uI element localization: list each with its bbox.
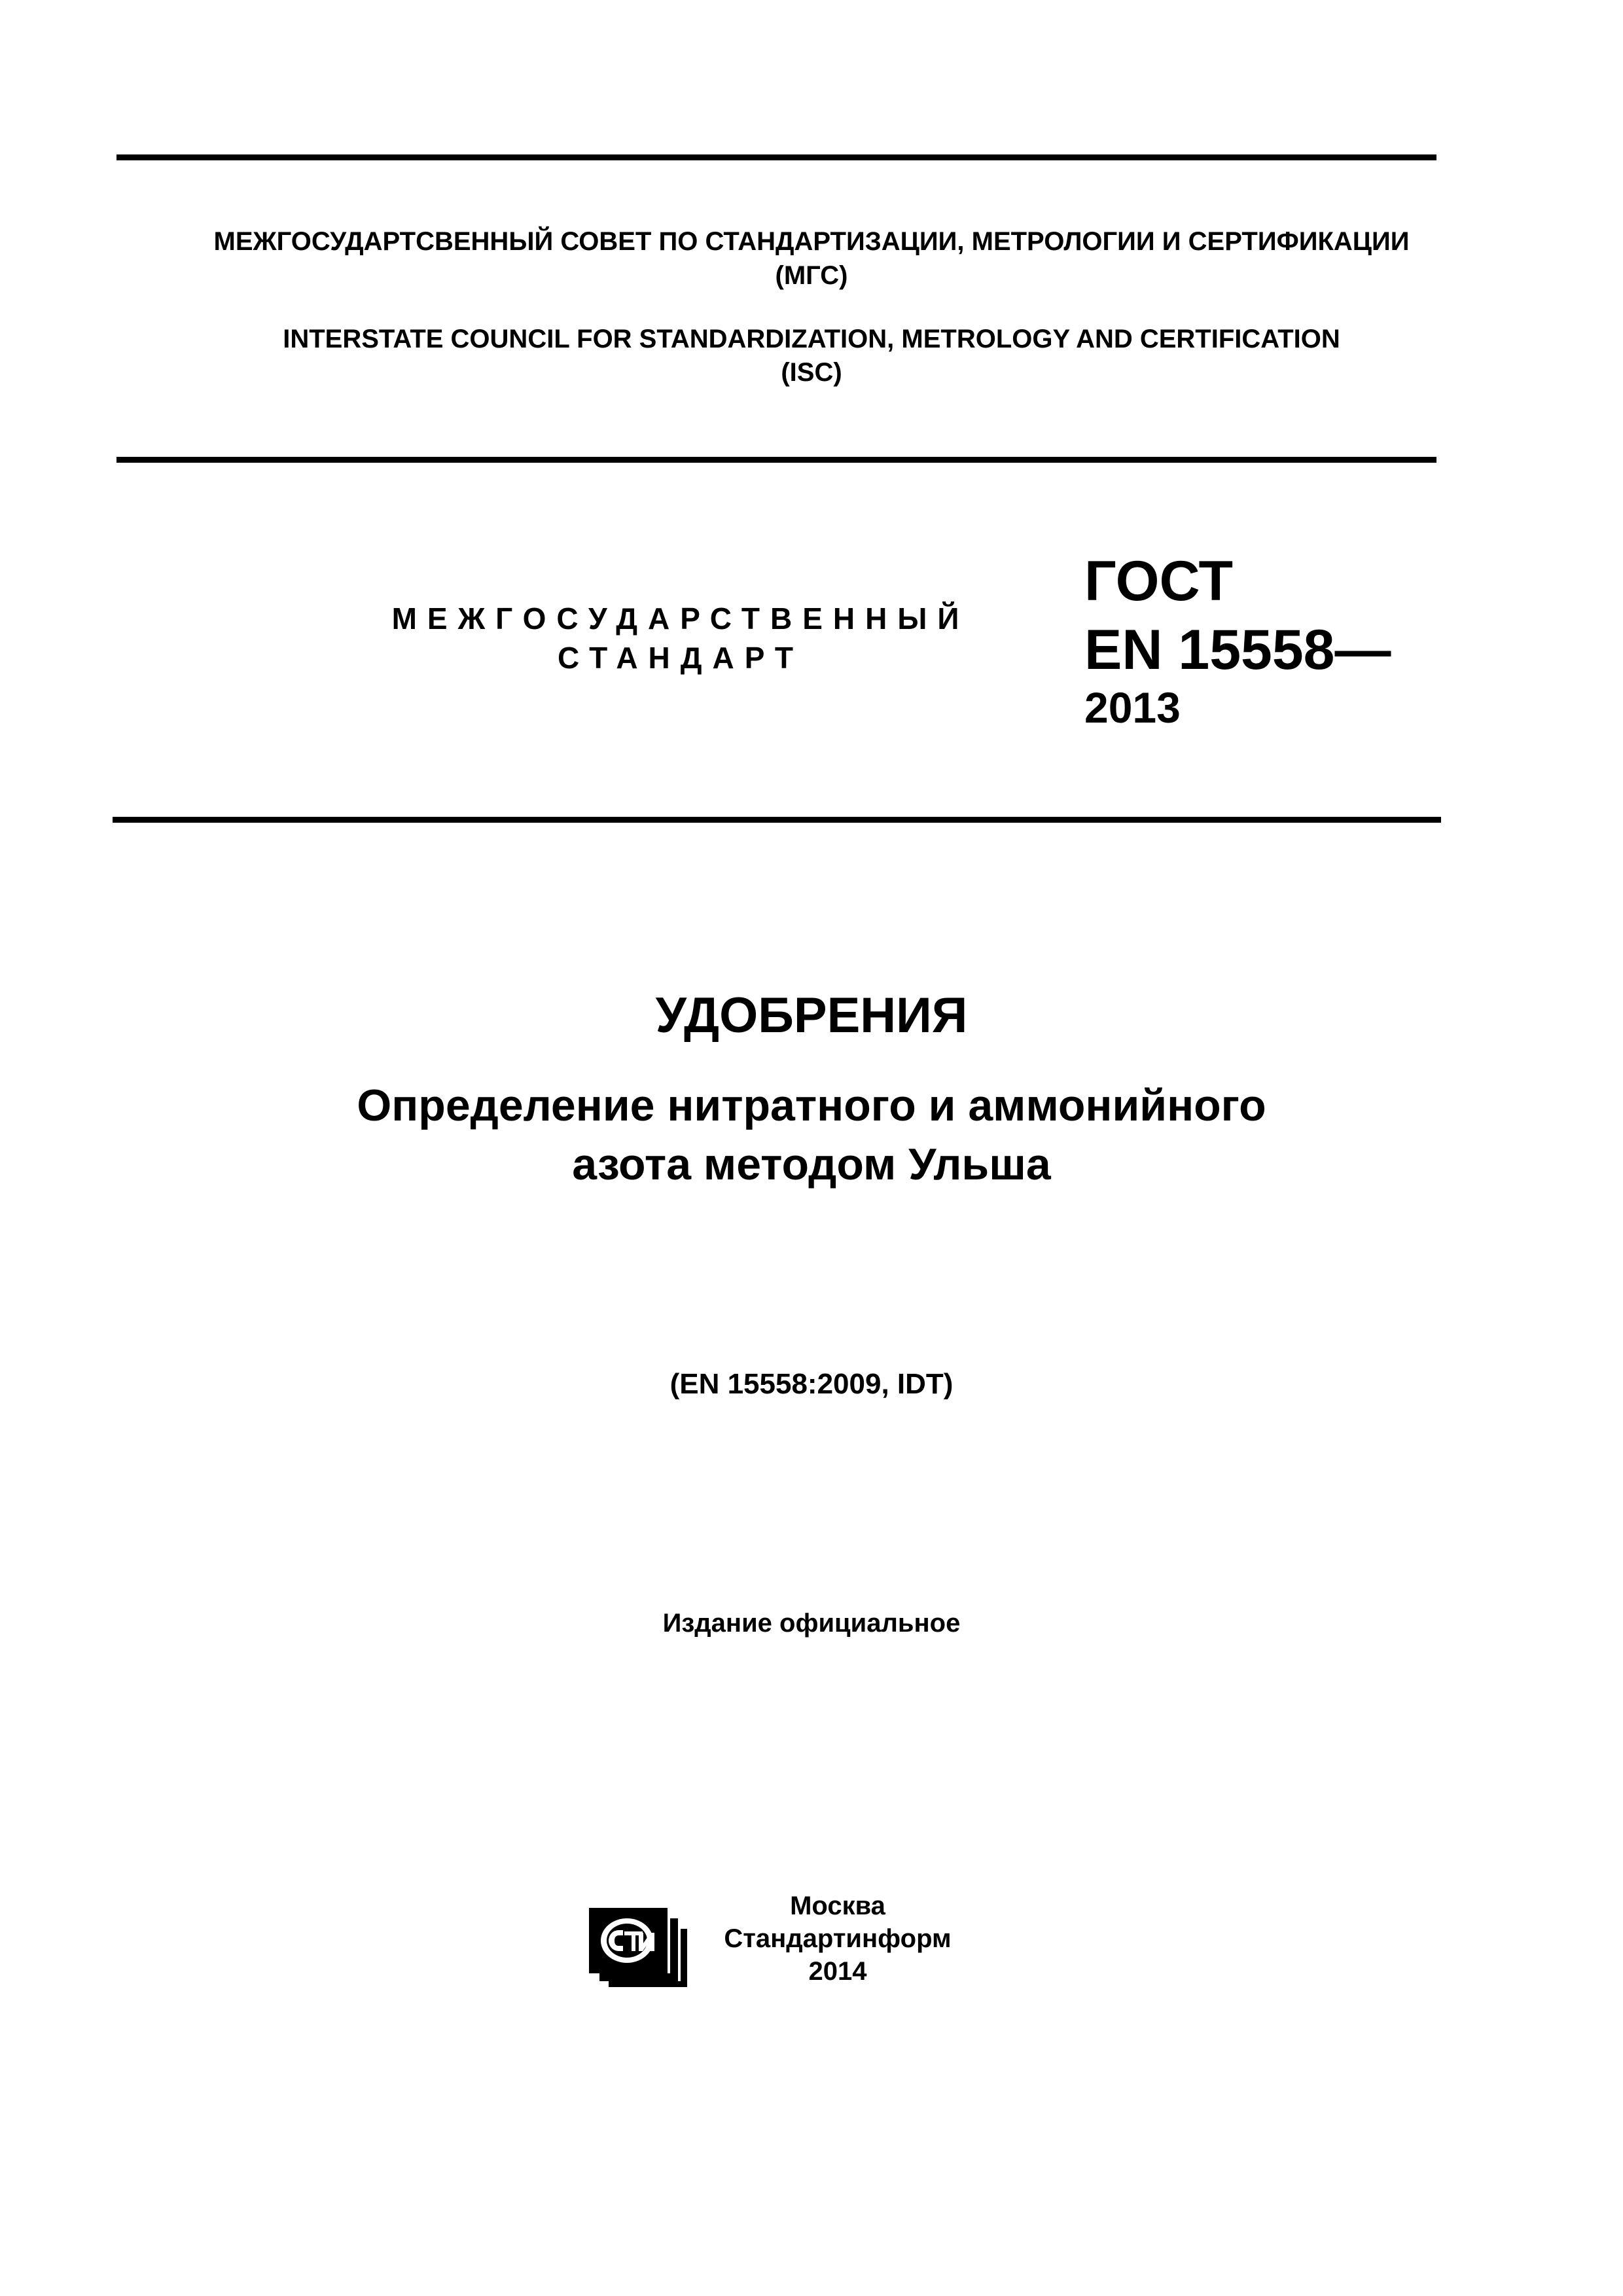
- document-subtitle-line-1: Определение нитратного и аммонийного: [357, 1081, 1266, 1130]
- council-abbr-en: (ISC): [781, 358, 842, 387]
- publisher-name: Стандартинформ: [724, 1924, 952, 1953]
- header-divider: [116, 457, 1436, 463]
- publisher-year: 2014: [808, 1957, 867, 1986]
- publisher-city: Москва: [790, 1892, 885, 1920]
- council-name-en: INTERSTATE COUNCIL FOR STANDARDIZATION, METROLOGY AND CERTIFICATION: [283, 325, 1340, 353]
- standard-code-line-2: EN 15558—: [1084, 619, 1391, 681]
- document-title: УДОБРЕНИЯ: [655, 988, 968, 1043]
- standartinform-logo-icon: [589, 1908, 691, 1987]
- standard-type-line-1: МЕЖГОСУДАРСТВЕННЫЙ: [391, 601, 970, 636]
- council-name-ru: МЕЖГОСУДАРТСВЕННЫЙ СОВЕТ ПО СТАНДАРТИЗАЦИИ, МЕТРОЛОГИИ И СЕРТИФИКАЦИИ: [213, 227, 1410, 256]
- standard-code-year: 2013: [1084, 683, 1181, 732]
- document-reference: (EN 15558:2009, IDT): [669, 1368, 954, 1400]
- document-edition: Издание официальное: [662, 1609, 961, 1638]
- top-divider: [116, 154, 1436, 160]
- standard-divider: [113, 817, 1441, 823]
- council-abbr-ru: (МГС): [775, 261, 848, 290]
- document-subtitle-line-2: азота методом Ульша: [572, 1139, 1051, 1189]
- standard-type-line-2: СТАНДАРТ: [558, 641, 804, 675]
- standard-code-line-1: ГОСТ: [1084, 550, 1234, 613]
